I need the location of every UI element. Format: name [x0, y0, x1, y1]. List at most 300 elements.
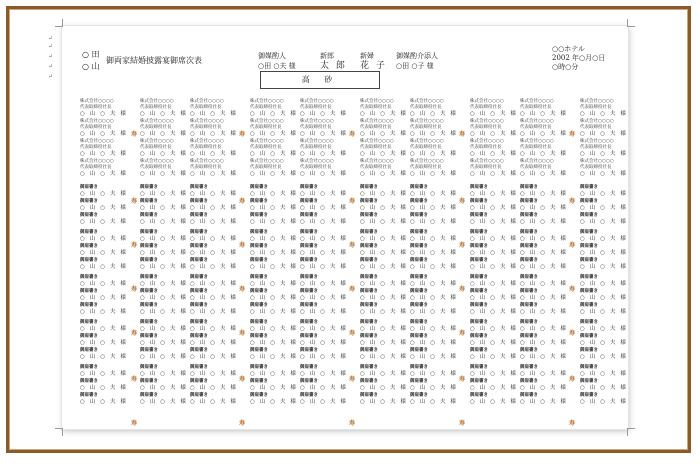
margin-mark: ↵: [48, 53, 54, 60]
guest-name: ○ 山 ○ 夫 様: [470, 281, 518, 287]
guest-name: ○ 山 ○ 夫 様: [190, 354, 238, 360]
guest-title: 御肩書き: [140, 393, 158, 398]
guest-name: ○ 山 ○ 夫 様: [300, 295, 348, 301]
guest-name: ○ 山 ○ 夫 様: [80, 309, 128, 315]
guest-name: ○ 山 ○ 夫 様: [80, 264, 128, 270]
table-marker-icon: 寿: [239, 198, 246, 205]
table-marker-icon: 寿: [459, 242, 466, 249]
guest-company: 株式会社○○○○: [140, 139, 174, 144]
margin-mark: ↵: [48, 63, 54, 70]
guest-name: ○ 山 ○ 夫 様: [410, 111, 458, 117]
event-date: 2002 年○月○日: [552, 54, 606, 62]
guest-name: ○ 山 ○ 夫 様: [520, 250, 568, 256]
guest-company: 株式会社○○○○: [190, 159, 224, 164]
table-marker-icon: 寿: [239, 330, 246, 337]
guest-name: ○ 山 ○ 夫 様: [140, 295, 188, 301]
guest-entry: [580, 198, 640, 212]
guest-name: ○ 山 ○ 夫 様: [250, 399, 298, 405]
guest-entry: [580, 257, 640, 271]
guest-title: 御肩書き: [410, 244, 428, 249]
guest-company: 株式会社○○○○: [410, 119, 444, 124]
guest-name: ○ 山 ○ 夫 様: [360, 205, 408, 211]
guest-title: 御肩書き: [580, 393, 598, 398]
guest-name: ○ 山 ○ 夫 様: [140, 151, 188, 157]
guest-name: ○ 山 ○ 夫 様: [470, 219, 518, 225]
guest-entry: [580, 302, 640, 316]
guest-company: 株式会社○○○○: [470, 139, 504, 144]
guest-title: 御肩書き: [250, 365, 268, 370]
guest-name: ○ 山 ○ 夫 様: [80, 295, 128, 301]
guest-name: ○ 山 ○ 夫 様: [300, 111, 348, 117]
guest-name: ○ 山 ○ 夫 様: [580, 371, 628, 377]
guest-title: 御肩書き: [250, 379, 268, 384]
guest-name: ○ 山 ○ 夫 様: [580, 295, 628, 301]
guest-title: 御肩書き: [470, 230, 488, 235]
guest-title: 御肩書き: [140, 348, 158, 353]
guest-entry: [580, 184, 640, 198]
guest-entry: [300, 99, 360, 117]
guest-name: ○ 山 ○ 夫 様: [410, 236, 458, 242]
guest-title: 御肩書き: [80, 244, 98, 249]
table-marker-icon: 寿: [349, 420, 356, 427]
guest-title: 御肩書き: [80, 230, 98, 235]
guest-name: ○ 山 ○ 夫 様: [250, 131, 298, 137]
guest-title: 御肩書き: [520, 185, 538, 190]
guest-company: 株式会社○○○○: [520, 159, 554, 164]
table-marker-icon: 寿: [459, 286, 466, 293]
guest-name: ○ 山 ○ 夫 様: [470, 295, 518, 301]
guest-entry: [580, 159, 640, 177]
crop-mark: [627, 19, 635, 27]
guest-title: 御肩書き: [140, 275, 158, 280]
guest-entry: [410, 257, 470, 271]
guest-entry: [190, 212, 250, 226]
guest-name: ○ 山 ○ 夫 様: [580, 219, 628, 225]
matchmaker-label: 御媒酌人: [258, 52, 286, 60]
guest-title: 御肩書き: [190, 348, 208, 353]
guest-position: 代表取締役社長: [80, 165, 112, 170]
guest-title: 御肩書き: [520, 289, 538, 294]
guest-title: 御肩書き: [580, 320, 598, 325]
guest-company: 株式会社○○○○: [140, 159, 174, 164]
guest-name: ○ 山 ○ 夫 様: [360, 171, 408, 177]
guest-company: 株式会社○○○○: [250, 139, 284, 144]
guest-title: 御肩書き: [140, 379, 158, 384]
guest-name: ○ 山 ○ 夫 様: [470, 309, 518, 315]
guest-title: 御肩書き: [250, 230, 268, 235]
guest-company: 株式会社○○○○: [580, 139, 614, 144]
guest-title: 御肩書き: [470, 244, 488, 249]
table-marker-icon: 寿: [569, 330, 576, 337]
guest-name: ○ 山 ○ 夫 様: [360, 264, 408, 270]
guest-name: ○ 山 ○ 夫 様: [410, 309, 458, 315]
guest-title: 御肩書き: [410, 213, 428, 218]
guest-name: ○ 山 ○ 夫 様: [190, 399, 238, 405]
guest-entry: [190, 159, 250, 177]
guest-title: 御肩書き: [140, 365, 158, 370]
guest-entry: [80, 347, 140, 361]
guest-title: 御肩書き: [140, 289, 158, 294]
table-marker-icon: 寿: [459, 198, 466, 205]
guest-title: 御肩書き: [190, 289, 208, 294]
guest-title: 御肩書き: [300, 199, 318, 204]
guest-name: ○ 山 ○ 夫 様: [470, 151, 518, 157]
guest-name: ○ 山 ○ 夫 様: [140, 340, 188, 346]
guest-title: 御肩書き: [300, 230, 318, 235]
guest-company: 株式会社○○○○: [360, 99, 394, 104]
guest-name: ○ 山 ○ 夫 様: [250, 295, 298, 301]
guest-company: 株式会社○○○○: [140, 99, 174, 104]
guest-name: ○ 山 ○ 夫 様: [470, 191, 518, 197]
guest-name: ○ 山 ○ 夫 様: [140, 250, 188, 256]
guest-name: ○ 山 ○ 夫 様: [410, 131, 458, 137]
guest-name: ○ 山 ○ 夫 様: [250, 250, 298, 256]
guest-name: ○ 山 ○ 夫 様: [80, 111, 128, 117]
table-marker-icon: 寿: [569, 376, 576, 383]
guest-entry: [410, 99, 470, 117]
guest-title: 御肩書き: [360, 289, 378, 294]
table-marker-icon: 寿: [239, 376, 246, 383]
guest-name: ○ 山 ○ 夫 様: [140, 281, 188, 287]
guest-company: 株式会社○○○○: [140, 119, 174, 124]
guest-name: ○ 山 ○ 夫 様: [410, 371, 458, 377]
guest-entry: [300, 302, 360, 316]
guest-name: ○ 山 ○ 夫 様: [520, 295, 568, 301]
guest-position: 代表取締役社長: [250, 145, 282, 150]
guest-title: 御肩書き: [80, 303, 98, 308]
guest-title: 御肩書き: [360, 275, 378, 280]
guest-entry: [410, 347, 470, 361]
guest-name: ○ 山 ○ 夫 様: [520, 111, 568, 117]
guest-name: ○ 山 ○ 夫 様: [300, 171, 348, 177]
guest-title: 御肩書き: [470, 199, 488, 204]
guest-position: 代表取締役社長: [140, 145, 172, 150]
table-marker-icon: 寿: [131, 330, 138, 337]
guest-entry: [580, 229, 640, 243]
guest-title: 御肩書き: [520, 348, 538, 353]
guest-title: 御肩書き: [470, 213, 488, 218]
guest-entry: [190, 392, 250, 406]
guest-name: ○ 山 ○ 夫 様: [360, 111, 408, 117]
guest-name: ○ 山 ○ 夫 様: [300, 326, 348, 332]
guest-name: ○ 山 ○ 夫 様: [80, 250, 128, 256]
guest-title: 御肩書き: [80, 379, 98, 384]
table-marker-icon: 寿: [569, 420, 576, 427]
guest-title: 御肩書き: [190, 393, 208, 398]
guest-company: 株式会社○○○○: [580, 99, 614, 104]
guest-company: 株式会社○○○○: [470, 159, 504, 164]
guest-entry: [410, 302, 470, 316]
guest-entry: [80, 99, 140, 117]
guest-title: 御肩書き: [470, 320, 488, 325]
crop-mark: [55, 19, 63, 27]
guest-name: ○ 山 ○ 夫 様: [360, 250, 408, 256]
guest-entry: [410, 392, 470, 406]
guest-name: ○ 山 ○ 夫 様: [360, 340, 408, 346]
guest-entry: [190, 347, 250, 361]
guest-position: 代表取締役社長: [140, 165, 172, 170]
guest-title: 御肩書き: [470, 289, 488, 294]
guest-entry: [190, 302, 250, 316]
guest-name: ○ 山 ○ 夫 様: [140, 219, 188, 225]
guest-name: ○ 山 ○ 夫 様: [80, 354, 128, 360]
guest-entry: [580, 274, 640, 288]
guest-name: ○ 山 ○ 夫 様: [410, 151, 458, 157]
main-table-box: [260, 71, 380, 89]
table-marker-icon: 寿: [569, 242, 576, 249]
guest-name: ○ 山 ○ 夫 様: [580, 205, 628, 211]
guest-title: 御肩書き: [300, 213, 318, 218]
guest-position: 代表取締役社長: [300, 145, 332, 150]
guest-title: 御肩書き: [580, 230, 598, 235]
main-table-label: 高 砂: [301, 75, 339, 84]
guest-entry: [580, 333, 640, 347]
guest-entry: [80, 257, 140, 271]
guest-title: 御肩書き: [300, 334, 318, 339]
guest-name: ○ 山 ○ 夫 様: [520, 371, 568, 377]
guest-title: 御肩書き: [470, 185, 488, 190]
guest-name: ○ 山 ○ 夫 様: [520, 171, 568, 177]
guest-title: 御肩書き: [580, 334, 598, 339]
guest-company: 株式会社○○○○: [300, 159, 334, 164]
guest-name: ○ 山 ○ 夫 様: [300, 371, 348, 377]
guest-name: ○ 山 ○ 夫 様: [300, 219, 348, 225]
groom-label: 新郎: [320, 52, 334, 60]
guest-title: 御肩書き: [360, 185, 378, 190]
guest-position: 代表取締役社長: [360, 145, 392, 150]
guest-name: ○ 山 ○ 夫 様: [520, 191, 568, 197]
guest-title: 御肩書き: [520, 258, 538, 263]
guest-company: 株式会社○○○○: [300, 139, 334, 144]
guest-position: 代表取締役社長: [580, 105, 612, 110]
guest-position: 代表取締役社長: [360, 125, 392, 130]
guest-name: ○ 山 ○ 夫 様: [140, 326, 188, 332]
guest-entry: [580, 243, 640, 257]
bride-name: 花 子: [360, 61, 387, 71]
guest-title: 御肩書き: [300, 185, 318, 190]
margin-mark: ↵: [48, 35, 54, 42]
guest-name: ○ 山 ○ 夫 様: [470, 236, 518, 242]
guest-name: ○ 山 ○ 夫 様: [410, 219, 458, 225]
table-marker-icon: 寿: [239, 242, 246, 249]
guest-name: ○ 山 ○ 夫 様: [580, 309, 628, 315]
matchmaker-name: ○田 ○夫 様: [258, 62, 296, 70]
guest-name: ○ 山 ○ 夫 様: [520, 151, 568, 157]
guest-name: ○ 山 ○ 夫 様: [190, 385, 238, 391]
guest-entry: [80, 212, 140, 226]
guest-title: 御肩書き: [300, 275, 318, 280]
guest-entry: [410, 139, 470, 157]
guest-title: 御肩書き: [410, 348, 428, 353]
guest-company: 株式会社○○○○: [250, 119, 284, 124]
guest-name: ○ 山 ○ 夫 様: [190, 264, 238, 270]
guest-title: 御肩書き: [520, 213, 538, 218]
guest-company: 株式会社○○○○: [360, 159, 394, 164]
guest-title: 御肩書き: [250, 393, 268, 398]
guest-title: 御肩書き: [520, 244, 538, 249]
guest-entry: [300, 212, 360, 226]
guest-name: ○ 山 ○ 夫 様: [580, 281, 628, 287]
guest-position: 代表取締役社長: [580, 125, 612, 130]
guest-entry: [80, 139, 140, 157]
guest-name: ○ 山 ○ 夫 様: [300, 385, 348, 391]
guest-title: 御肩書き: [360, 199, 378, 204]
guest-title: 御肩書き: [190, 199, 208, 204]
guest-position: 代表取締役社長: [250, 125, 282, 130]
guest-title: 御肩書き: [250, 289, 268, 294]
guest-title: 御肩書き: [190, 365, 208, 370]
guest-title: 御肩書き: [520, 303, 538, 308]
venue-name: ○○ホテル: [552, 45, 585, 53]
guest-name: ○ 山 ○ 夫 様: [300, 236, 348, 242]
guest-entry: [580, 119, 640, 137]
guest-name: ○ 山 ○ 夫 様: [80, 371, 128, 377]
guest-name: ○ 山 ○ 夫 様: [140, 111, 188, 117]
guest-entry: [80, 302, 140, 316]
guest-name: ○ 山 ○ 夫 様: [410, 340, 458, 346]
guest-title: 御肩書き: [360, 348, 378, 353]
guest-name: ○ 山 ○ 夫 様: [190, 250, 238, 256]
table-marker-icon: 寿: [131, 198, 138, 205]
guest-title: 御肩書き: [470, 303, 488, 308]
guest-name: ○ 山 ○ 夫 様: [140, 354, 188, 360]
guest-title: 御肩書き: [470, 393, 488, 398]
table-marker-icon: 寿: [349, 286, 356, 293]
guest-name: ○ 山 ○ 夫 様: [410, 385, 458, 391]
table-marker-icon: 寿: [239, 131, 246, 138]
guest-name: ○ 山 ○ 夫 様: [190, 326, 238, 332]
guest-name: ○ 山 ○ 夫 様: [360, 399, 408, 405]
guest-name: ○ 山 ○ 夫 様: [580, 264, 628, 270]
guest-name: ○ 山 ○ 夫 様: [520, 354, 568, 360]
guest-title: 御肩書き: [360, 334, 378, 339]
guest-entry: [410, 159, 470, 177]
guest-company: 株式会社○○○○: [580, 159, 614, 164]
guest-name: ○ 山 ○ 夫 様: [300, 354, 348, 360]
guest-title: 御肩書き: [580, 289, 598, 294]
guest-name: ○ 山 ○ 夫 様: [520, 236, 568, 242]
guest-name: ○ 山 ○ 夫 様: [300, 399, 348, 405]
guest-name: ○ 山 ○ 夫 様: [190, 191, 238, 197]
guest-entry: [580, 364, 640, 378]
margin-mark: ↵: [48, 73, 54, 80]
guest-position: 代表取締役社長: [520, 165, 552, 170]
guest-title: 御肩書き: [410, 320, 428, 325]
guest-name: ○ 山 ○ 夫 様: [190, 371, 238, 377]
guest-entry: [580, 139, 640, 157]
guest-title: 御肩書き: [80, 348, 98, 353]
family-name-bottom: ○ 山: [82, 62, 100, 71]
guest-title: 御肩書き: [410, 275, 428, 280]
guest-name: ○ 山 ○ 夫 様: [580, 399, 628, 405]
guest-name: ○ 山 ○ 夫 様: [300, 264, 348, 270]
guest-entry: [190, 139, 250, 157]
guest-name: ○ 山 ○ 夫 様: [580, 191, 628, 197]
guest-company: 株式会社○○○○: [300, 99, 334, 104]
guest-name: ○ 山 ○ 夫 様: [300, 151, 348, 157]
guest-title: 御肩書き: [410, 303, 428, 308]
introducer-name: ○田 ○子 様: [396, 62, 434, 70]
guest-name: ○ 山 ○ 夫 様: [80, 340, 128, 346]
guest-title: 御肩書き: [580, 213, 598, 218]
guest-name: ○ 山 ○ 夫 様: [80, 219, 128, 225]
guest-company: 株式会社○○○○: [80, 99, 114, 104]
guest-position: 代表取締役社長: [470, 125, 502, 130]
guest-name: ○ 山 ○ 夫 様: [190, 131, 238, 137]
guest-title: 御肩書き: [360, 320, 378, 325]
guest-entry: [580, 378, 640, 392]
guest-title: 御肩書き: [190, 303, 208, 308]
guest-name: ○ 山 ○ 夫 様: [300, 205, 348, 211]
table-marker-icon: 寿: [349, 330, 356, 337]
guest-name: ○ 山 ○ 夫 様: [140, 236, 188, 242]
crop-mark: [55, 428, 63, 436]
guest-name: ○ 山 ○ 夫 様: [470, 340, 518, 346]
guest-title: 御肩書き: [190, 275, 208, 280]
table-marker-icon: 寿: [239, 420, 246, 427]
guest-entry: [80, 159, 140, 177]
guest-position: 代表取締役社長: [520, 145, 552, 150]
table-marker-icon: 寿: [349, 198, 356, 205]
guest-company: 株式会社○○○○: [190, 99, 224, 104]
guest-name: ○ 山 ○ 夫 様: [360, 326, 408, 332]
guest-title: 御肩書き: [410, 379, 428, 384]
guest-name: ○ 山 ○ 夫 様: [250, 219, 298, 225]
margin-mark: ↵: [48, 43, 54, 50]
guest-position: 代表取締役社長: [520, 125, 552, 130]
guest-title: 御肩書き: [360, 244, 378, 249]
table-marker-icon: 寿: [459, 376, 466, 383]
guest-title: 御肩書き: [190, 213, 208, 218]
guest-entry: [580, 319, 640, 333]
guest-title: 御肩書き: [140, 303, 158, 308]
guest-title: 御肩書き: [520, 334, 538, 339]
table-marker-icon: 寿: [131, 242, 138, 249]
guest-name: ○ 山 ○ 夫 様: [80, 385, 128, 391]
guest-name: ○ 山 ○ 夫 様: [190, 171, 238, 177]
guest-position: 代表取締役社長: [410, 125, 442, 130]
guest-name: ○ 山 ○ 夫 様: [520, 264, 568, 270]
guest-title: 御肩書き: [410, 230, 428, 235]
guest-entry: [190, 257, 250, 271]
guest-title: 御肩書き: [580, 365, 598, 370]
guest-name: ○ 山 ○ 夫 様: [580, 326, 628, 332]
guest-title: 御肩書き: [190, 258, 208, 263]
guest-entry: [80, 392, 140, 406]
guest-title: 御肩書き: [300, 303, 318, 308]
table-marker-icon: 寿: [349, 242, 356, 249]
guest-entry: [580, 212, 640, 226]
table-marker-icon: 寿: [131, 376, 138, 383]
guest-name: ○ 山 ○ 夫 様: [80, 236, 128, 242]
guest-name: ○ 山 ○ 夫 様: [360, 131, 408, 137]
guest-name: ○ 山 ○ 夫 様: [580, 171, 628, 177]
guest-company: 株式会社○○○○: [410, 139, 444, 144]
guest-title: 御肩書き: [300, 289, 318, 294]
guest-title: 御肩書き: [80, 199, 98, 204]
guest-entry: [580, 347, 640, 361]
guest-entry: [520, 347, 580, 361]
guest-title: 御肩書き: [360, 213, 378, 218]
groom-name: 太 郎: [320, 61, 347, 71]
guest-name: ○ 山 ○ 夫 様: [580, 385, 628, 391]
guest-position: 代表取締役社長: [410, 165, 442, 170]
guest-position: 代表取締役社長: [80, 105, 112, 110]
guest-title: 御肩書き: [300, 258, 318, 263]
guest-position: 代表取締役社長: [250, 105, 282, 110]
guest-company: 株式会社○○○○: [300, 119, 334, 124]
bride-label: 新婦: [360, 52, 374, 60]
